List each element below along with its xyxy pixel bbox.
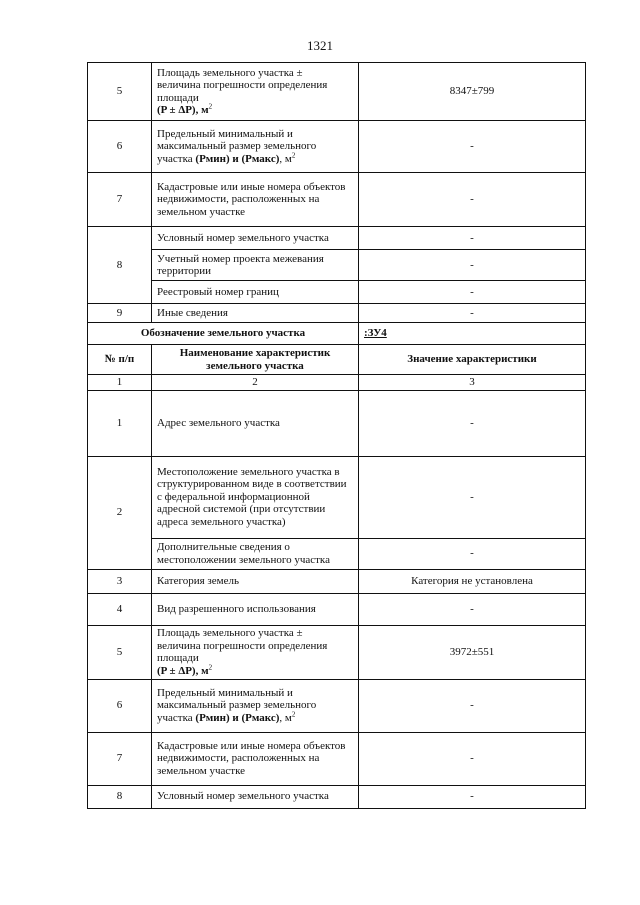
- table-row: [88, 569, 586, 593]
- designation-row: [88, 323, 586, 345]
- characteristic-value: -: [359, 593, 586, 625]
- row-number: 3: [88, 569, 152, 593]
- characteristic-value: 3972±551: [359, 625, 586, 679]
- table-row: [88, 250, 586, 281]
- land-plot-table: [87, 62, 586, 809]
- header-row: [88, 345, 586, 375]
- table-row: [88, 679, 586, 732]
- table-row: [88, 538, 586, 569]
- row-number: 7: [88, 173, 152, 227]
- table-row: [88, 593, 586, 625]
- characteristic-name: Условный номер земельного участка: [152, 785, 359, 808]
- table-row: [88, 625, 586, 679]
- characteristic-value: -: [359, 173, 586, 227]
- table-row: [88, 281, 586, 304]
- row-number: 5: [88, 625, 152, 679]
- characteristic-value: -: [359, 227, 586, 250]
- characteristic-value: -: [359, 390, 586, 456]
- characteristic-name: Иные сведения: [152, 304, 359, 323]
- table-row: [88, 785, 586, 808]
- table-row: [88, 173, 586, 227]
- column-numbers-row: [88, 375, 586, 391]
- header-number: № п/п: [88, 345, 152, 375]
- characteristic-name: Дополнительные сведения о местоположении земельного участка: [152, 538, 359, 569]
- characteristic-name: Условный номер земельного участка: [152, 227, 359, 250]
- characteristic-name: Адрес земельного участка: [152, 390, 359, 456]
- row-number: 2: [88, 456, 152, 569]
- table-row: [88, 732, 586, 785]
- characteristic-name: Предельный минимальный и максимальный размер земельного участка (Рмин) и (Рмакс), $м^2$: [152, 121, 359, 173]
- row-number: 6: [88, 121, 152, 173]
- characteristic-value: -: [359, 304, 586, 323]
- row-number: 5: [88, 63, 152, 121]
- table-row: [88, 227, 586, 250]
- characteristic-name: Категория земель: [152, 569, 359, 593]
- table-row: [88, 63, 586, 121]
- characteristic-name: Учетный номер проекта межевания территории: [152, 250, 359, 281]
- row-number: 8: [88, 227, 152, 304]
- table-row: [88, 304, 586, 323]
- row-number: 4: [88, 593, 152, 625]
- row-number: 6: [88, 679, 152, 732]
- column-number: 3: [359, 375, 586, 391]
- characteristic-value: -: [359, 456, 586, 538]
- page-number: 1321: [307, 38, 333, 53]
- characteristic-name: Кадастровые или иные номера объектов недвижимости, расположенных на земельном участке: [152, 732, 359, 785]
- characteristic-name: Местоположение земельного участка в структурированном виде в соответствии с федеральной информационной адресной системой (при отсутствии адреса земельного участка): [152, 456, 359, 538]
- characteristic-value: -: [359, 679, 586, 732]
- table-row: [88, 121, 586, 173]
- header-value: Значение характеристики: [359, 345, 586, 375]
- characteristic-value: 8347±799: [359, 63, 586, 121]
- characteristic-value: -: [359, 538, 586, 569]
- characteristic-name: Реестровый номер границ: [152, 281, 359, 304]
- characteristic-value: -: [359, 732, 586, 785]
- characteristic-name: Площадь земельного участка ± величина погрешности определения площади (P ± ΔP), $м^2$: [152, 625, 359, 679]
- row-number: 8: [88, 785, 152, 808]
- table-row: [88, 390, 586, 456]
- characteristic-value: -: [359, 785, 586, 808]
- characteristic-name: Площадь земельного участка ± величина погрешности определения площади (P ± ΔP), $м^2$: [152, 63, 359, 121]
- row-number: 1: [88, 390, 152, 456]
- characteristic-name: Кадастровые или иные номера объектов недвижимости, расположенных на земельном участке: [152, 173, 359, 227]
- characteristic-value: -: [359, 121, 586, 173]
- characteristic-value: -: [359, 250, 586, 281]
- characteristic-name: Вид разрешенного использования: [152, 593, 359, 625]
- designation-value: :ЗУ4: [359, 323, 586, 345]
- characteristic-name: Предельный минимальный и максимальный размер земельного участка (Рмин) и (Рмакс), $м^2$: [152, 679, 359, 732]
- characteristic-value: -: [359, 281, 586, 304]
- column-number: 2: [152, 375, 359, 391]
- characteristic-value: Категория не установлена: [359, 569, 586, 593]
- header-name: Наименование характеристик земельного участка: [152, 345, 359, 375]
- column-number: 1: [88, 375, 152, 391]
- row-number: 7: [88, 732, 152, 785]
- row-number: 9: [88, 304, 152, 323]
- table-row: [88, 456, 586, 538]
- designation-label: Обозначение земельного участка: [88, 323, 359, 345]
